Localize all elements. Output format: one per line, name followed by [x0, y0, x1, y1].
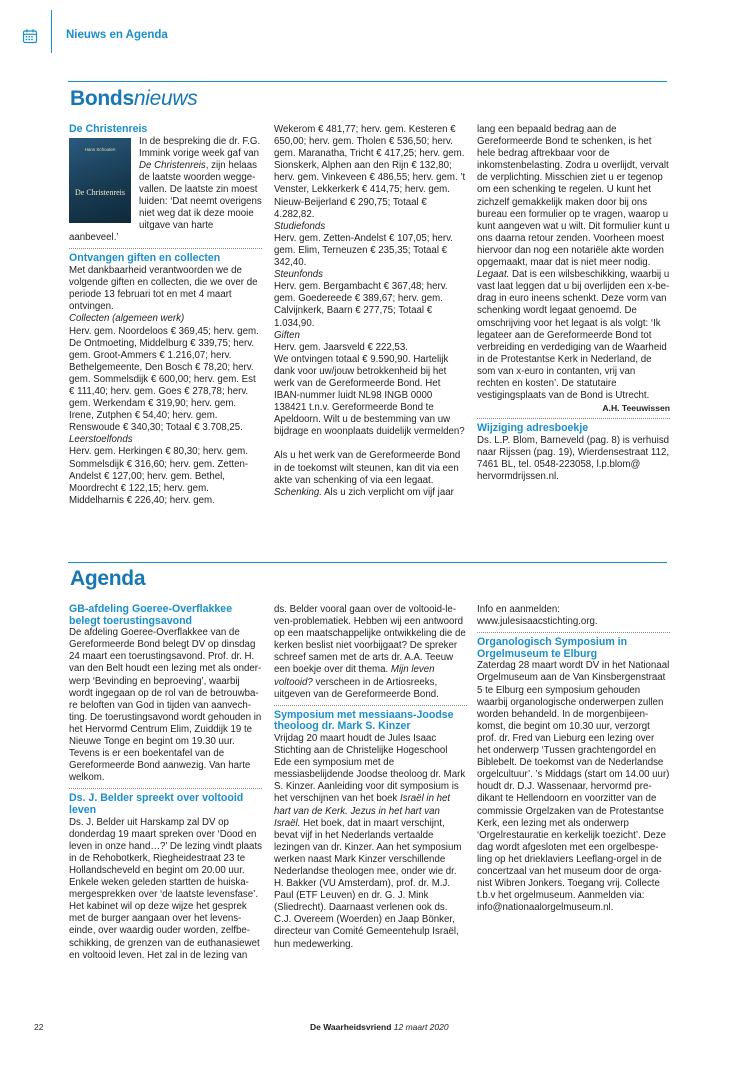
agenda-title: Agenda	[70, 567, 146, 590]
article-paragraph: Ds. J. Belder uit Harskamp zal DV op donderdag 19 maart spreken over ‘Dood en leven in onze hand…?’ De lezing vindt plaats in de Rehobotkerk, Riegheidestraat 23 te Hollandscheveld en begint om 20.00 uur. Enkele weken geleden startten de huiskamergesprekken over ‘de laatste levensfase’. Het kabinet wil op deze wijze het gesprek met de burger aangaan over het levenseinde, over waardig ouder worden, zelfbeschikking, de grenzen van de euthanasiewet en voltooid leven. Het zal in de lezing van	[69, 816, 262, 961]
article-paragraph: Legaat. Dat is een wilsbeschikking, waarbij u vast laat leggen dat u bij overlijden een x-bedrag in euro ineens schenkt. Deze vorm van schenking wordt legaat genoemd. De omschrijving voor het legaat is als volgt: ‘Ik legateer aan de Gereformeerde Bond tot verbreiding en verdediging van de Waarheid in de Protestantse Kerk in Nederland, de som van x-euro in contanten, vrij van rechten en kosten’. De statutaire vestigingsplaats van de Bond is Utrecht.	[477, 269, 670, 402]
article-paragraph: Als u het werk van de Gereformeerde Bond in de toekomst wilt steunen, kan dit via een akte van schenking of via een legaat.	[274, 450, 461, 486]
article-paragraph: Leerstoelfonds	[69, 434, 133, 446]
bondsnieuws-column-3	[477, 124, 670, 483]
publication-date: 12 maart 2020	[393, 1022, 449, 1032]
article-paragraph: Steunfonds	[274, 269, 324, 281]
publication-footer	[310, 1022, 449, 1032]
article-paragraph: Info en aanmelden: www.julesisaacstichting.org.	[477, 604, 598, 628]
article-heading: Ontvangen giften en collecten	[69, 252, 221, 265]
section-label: Nieuws en Agenda	[66, 29, 168, 41]
bondsnieuws-title-italic: nieuws	[133, 87, 198, 110]
article-paragraph: De afdeling Goeree-Overflakkee van de Gereformeerde Bond belegt DV op dinsdag 24 maart een toerustingsavond. Prof. dr. H. van den Belt houdt een lezing met als onderwerp ‘Bevinding en beproeving’, waarbij wordt ingegaan op de rol van de betrouwbare beloften van God in tijden van aanvechting. De toerustingsavond wordt gehouden in het Hervormd Centrum Elim, Zuiddijk 19 te Nieuwe Tonge en begint om 19.30 uur. Tevens is er een boekentafel van de Gereformeerde Bond aanwezig. Van harte welkom.	[69, 627, 262, 784]
article-paragraph: ds. Belder vooral gaan over de voltooid-leven-problematiek. Hebben wij een antwoord op een maatschappelijke ontwikkeling die de kerken beslist niet voorbijgaat? De spreker schreef samen met de arts dr. A.A. Teeuw een boekje over dit thema. Mijn leven voltooid? verscheen in de Artiosreeks, uitgeven van de Gereformeerde Bond.	[274, 604, 466, 700]
article-paragraph: Schenking. Als u zich verplicht om vijf jaar	[274, 486, 454, 498]
book-cover-image	[69, 138, 131, 223]
article-paragraph: Studiefonds	[274, 220, 326, 232]
dotted-divider	[477, 632, 670, 633]
article-heading: Organologisch Symposium in Orgelmuseum te Elburg	[477, 636, 628, 660]
article-heading: GB-afdeling Goeree-Overflakkee belegt toerustingsavond	[69, 603, 233, 627]
article-paragraph: Herv. gem. Noordeloos € 369,45; herv. gem. De Ontmoeting, Middelburg € 339,75; herv. gem. Groot-Ammers € 1.216,07; herv. Bethelgemeente, Den Bosch € 78,20; herv. gem. Sommelsdijk € 600,00; herv. gem. Est € 111,40; herv. gem. Goes € 278,78; herv. gem. Werkendam € 319,90; herv. gem. Irene, Zutphen € 54,40; herv. gem. Renswoude € 340,30; Totaal € 3.708,25.	[69, 325, 259, 434]
page-header	[0, 0, 738, 60]
article-heading: Ds. J. Belder spreekt over voltooid leven	[69, 792, 244, 816]
article-paragraph: Met dankbaarheid verantwoorden we de volgende giften en collecten, die we over de periode 13 februari tot en met 4 maart ontvingen.	[69, 265, 258, 313]
calendar-icon	[22, 28, 38, 44]
bondsnieuws-rule	[68, 81, 667, 82]
book-cover-title: De Christenreis	[75, 187, 125, 197]
agenda-column-2	[274, 604, 467, 951]
article-paragraph: Collecten (algemeen werk)	[69, 313, 185, 325]
article-paragraph: Giften	[274, 329, 300, 341]
book-cover-author: Hans Schouten	[84, 146, 116, 152]
article-heading: De Christenreis	[69, 123, 148, 135]
dotted-divider	[69, 788, 262, 789]
header-divider	[51, 10, 52, 53]
agenda-rule	[68, 562, 667, 563]
article-paragraph: Herv. gem. Herkingen € 80,30; herv. gem. Sommelsdijk € 316,60; herv. gem. Zetten-Andelst € 127,00; herv. gem. Bethel, Moordrecht € 122,15; herv. gem. Middelharnis € 226,40; herv. gem.	[69, 446, 249, 506]
bondsnieuws-title-regular: Bonds	[70, 87, 134, 110]
publication-name: De Waarheidsvriend	[310, 1022, 392, 1032]
article-paragraph: Ds. L.P. Blom, Barneveld (pag. 8) is verhuisd naar Rijssen (pag. 19), Wierdensestraat 112, 7461 BL, tel. 0548-223058, l.p.blom@ hervormdrijssen.nl.	[477, 434, 670, 483]
article-paragraph: Wekerom € 481,77; herv. gem. Kesteren € 650,00; herv. gem. Tholen € 536,50; herv. gem. Maranatha, Tricht € 417,25; herv. gem. Sionskerk, Alphen aan den Rijn € 132,80; herv. gem. Vinkeveen € 486,55; herv. gem. ’t Venster, Lekkerkerk € 414,75; herv. gem. Nieuw-Beijerland € 290,75; Totaal € 4.282,82.	[274, 124, 466, 220]
article-heading: Wijziging adresboekje	[477, 422, 589, 435]
bondsnieuws-column-1	[69, 124, 262, 507]
article-paragraph: lang een bepaald bedrag aan de Gereformeerde Bond te schenken, is het hele bedrag aftrekbaar voor de inkomstenbelasting. Zodra u overlijdt, vervalt de verplichting. Misschien ziet u er tegenop om een schenking te regelen. U kunt het zichzelf gemakkelijk maken door bij ons bureau een formulier op te vragen, waarop u kunt aangeven wat u wilt. Dit formulier kunt u ons daarna retour zenden. Voorheen moest hiervoor dan nog een notariële akte worden opgemaakt, maar dat is niet meer nodig.	[477, 124, 670, 269]
dotted-divider	[477, 418, 670, 419]
agenda-column-1	[69, 604, 262, 962]
dotted-divider	[274, 705, 467, 706]
agenda-column-3	[477, 604, 670, 914]
bondsnieuws-column-2	[274, 124, 467, 499]
article-paragraph: We ontvingen totaal € 9.590,90. Hartelijk dank voor uw/jouw betrokkenheid bij het werk van de Gereformeerde Bond. Het IBAN-nummer luidt NL98 INGB 0000 138421 t.n.v. Gereformeerde Bond te Apeldoorn. Wilt u de bestemming van uw bijdrage en woonplaats duidelijk vermelden?	[274, 353, 465, 438]
article-paragraph: Herv. gem. Jaarsveld € 222,53.	[274, 341, 408, 353]
article-paragraph: Herv. gem. Zetten-Andelst € 107,05; herv. gem. Elim, Terneuzen € 235,35; Totaal € 342,40.	[274, 232, 453, 269]
bondsnieuws-title	[70, 87, 197, 111]
page-number: 22	[34, 1022, 44, 1032]
article-paragraph: Herv. gem. Bergambacht € 367,48; herv. gem. Goedereede € 389,67; herv. gem. Calvijnkerk, Baarn € 277,75; Totaal € 1.034,90.	[274, 281, 448, 329]
article-paragraph: Vrijdag 20 maart houdt de Jules Isaac Stichting aan de Christelijke Hogeschool Ede een symposium met de messiasbelijdende Joodse theoloog dr. Mark S. Kinzer. Aanleiding voor dit symposium is het verschijnen van het boek Israël in het hart van de Kerk. Jezus in het hart van Israël. Het boek, dat in maart verschijnt, bevat vijf in het Nederlands vertaalde lezingen van dr. Kinzer. Aan het symposium werken naast Mark Kinzer verschillende Nederlandse theologen mee, onder wie dr. H. Bakker (VU Amsterdam), prof. dr. M.J. Paul (ETF Leuven) en dr. G. J. Mink (Sliedrecht). Daarnaast verlenen ook ds. C.J. Overeem (Woerden) en Jaap Bönker, directeur van Comité Gemeentehulp Israël, hun medewerking.	[274, 732, 466, 950]
author-signature: A.H. Teeuwissen	[602, 403, 670, 414]
article-heading: Symposium met messiaans-Joodse theoloog dr. Mark S. Kinzer	[274, 708, 454, 733]
article-paragraph: In de bespreking die dr. F.G. Immink vorige week gaf van De Christenreis, zijn helaas de laatste woorden weggevallen. De laatste zin moest luiden: ‘Dat neemt overigens niet weg dat ik deze mooie uitgave van harte aanbeveel.’	[69, 135, 262, 244]
paragraph-gap	[274, 438, 467, 450]
dotted-divider	[69, 248, 262, 249]
article-paragraph: Zaterdag 28 maart wordt DV in het Nationaal Orgelmuseum aan de Van Kinsbergenstraat 5 te Elburg een symposium gehouden waarbij organologische onderwerpen zullen worden behandeld. In de morgenbijeenkomst, die begint om 10.30 uur, verzorgt prof. dr. Fred van Lieburg een lezing over het onderwerp ‘Tussen grachtengordel en Biblebelt. De toekomst van de Nederlandse orgelcultuur’. ’s Middags (start om 14.00 uur) houdt dr. D.J. Wassenaar, hervormd predikant te Hellendoorn en voorzitter van de commissie Orgelzaken van de Protestantse Kerk, een lezing met als onderwerp ‘Orgelrestauratie en kerkelijk toezicht’. Deze dag wordt afgesloten met een orgelbespeling op het drieklaviers Leeflang-orgel in de concertzaal van het museum door de organist Wibren Jonkers. Toegang vrij. Collecte t.b.v het orgelmuseum. Aanmelden via: info@nationaalorgelmuseum.nl.	[477, 660, 670, 914]
